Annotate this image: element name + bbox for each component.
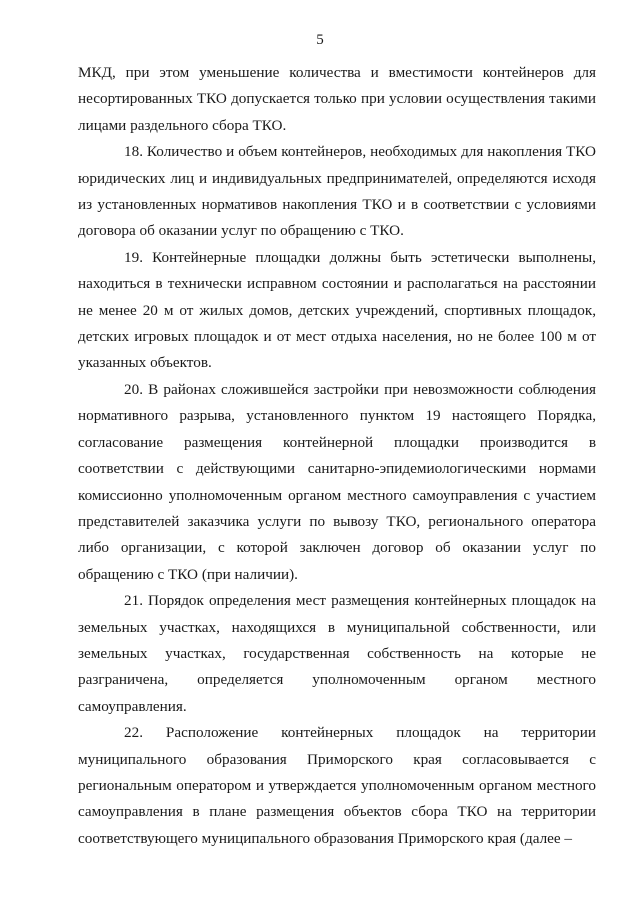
paragraph-18: 18. Количество и объем контейнеров, необходимых для накопления ТКО юридических лиц и индивидуальных предпринимателей, определяются исходя из установленных нормативов накопления ТКО и в соответствии с условиями договора об оказании услуг по обращению с ТКО. (78, 143, 596, 240)
document-body (78, 60, 596, 852)
paragraph-continuation: МКД, при этом уменьшение количества и вместимости контейнеров для несортированных ТКО допускается только при условии осуществления такими лицами раздельного сбора ТКО. (78, 64, 596, 134)
page-number: 5 (316, 32, 324, 48)
paragraph-21: 21. Порядок определения мест размещения контейнерных площадок на земельных участках, находящихся в муниципальной собственности, или земельных участках, государственная собственность на которые не разграничена, определяется уполномоченным органом местного самоуправления. (78, 592, 596, 715)
paragraph-19: 19. Контейнерные площадки должны быть эстетически выполнены, находиться в технически исправном состоянии и располагаться на расстоянии не менее 20 м от жилых домов, детских учреждений, спортивных площадок, детских игровых площадок и от мест отдыха населения, но не более 100 м от указанных объектов. (78, 248, 596, 372)
paragraph-22: 22. Расположение контейнерных площадок на территории муниципального образования Приморского края согласовывается с региональным оператором и утверждается уполномоченным органом местного самоуправления в плане размещения объектов сбора ТКО на территории соответствующего муниципального образования Приморского края (далее – (78, 724, 596, 847)
paragraph-20: 20. В районах сложившейся застройки при невозможности соблюдения нормативного разрыва, установленного пунктом 19 настоящего Порядка, согласование размещения контейнерной площадки производится в соответствии с действующими санитарно-эпидемиологическими нормами комиссионно уполномоченным органом местного самоуправления с участием представителей заказчика услуги по вывозу ТКО, регионального оператора либо организации, с которой заключен договор об оказании услуг по обращению с ТКО (при наличии). (78, 380, 596, 583)
